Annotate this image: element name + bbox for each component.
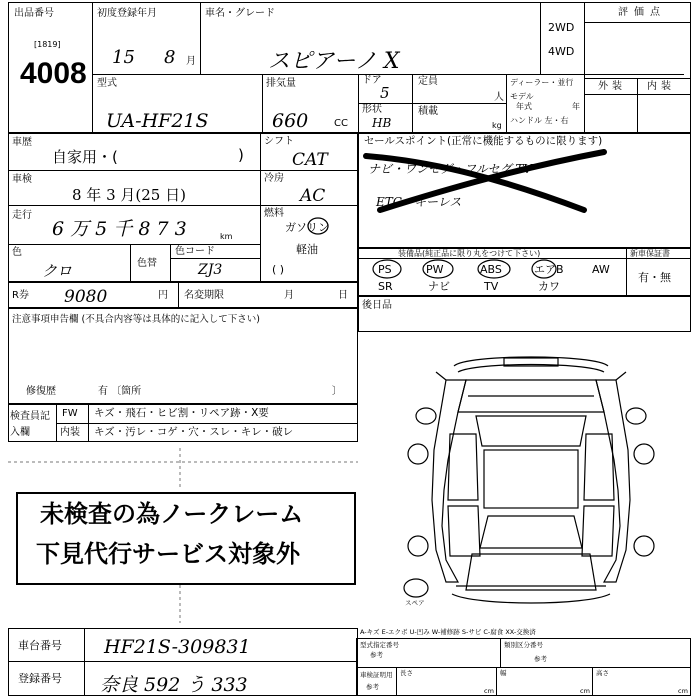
ac-value: AC [300, 186, 326, 206]
new-car-label: 新車保証書 [630, 249, 670, 258]
divider [584, 22, 691, 23]
repair-label: 修復歴 [26, 386, 56, 397]
divider [626, 248, 627, 296]
legend: A-キズ E-エクボ U-凹み W-補修跡 S-サビ C-腐食 XX-交換済 [360, 628, 536, 636]
car-name-value: スピアーノ X [268, 49, 400, 74]
divider [356, 667, 691, 668]
divider [592, 667, 593, 696]
chassis-label: 車台番号 [18, 639, 62, 652]
name-change-month: 月 [284, 290, 294, 301]
load-label: 積載 [418, 106, 438, 117]
car-diagram [396, 350, 666, 612]
new-car-value: 有・無 [638, 271, 671, 284]
equip-leather: カワ [538, 280, 560, 293]
length-label: 長さ [400, 669, 413, 677]
fixed-ref: 参考 [370, 651, 383, 659]
equip-airbag: エアB [534, 263, 564, 276]
shape-label: 形状 [362, 104, 382, 115]
height-label: 高さ [596, 669, 609, 677]
equip-pw: PW [426, 263, 444, 276]
sales-crossout [360, 148, 620, 218]
history-label: 車歴 [12, 137, 32, 148]
int-label: 内装 [60, 427, 80, 438]
divider [130, 244, 131, 282]
dashed-guides [8, 448, 358, 488]
first-reg-year: 15 [112, 47, 135, 68]
length-unit: cm [484, 687, 494, 695]
width-label: 幅 [500, 669, 507, 677]
fuel-gas: ガソリン [285, 221, 329, 234]
equipment-label: 装備品(純正品に限り丸をつけて下さい) [398, 249, 541, 258]
divider [637, 78, 638, 133]
spare-label: スペア [405, 599, 425, 607]
year-label: 年式 [516, 102, 532, 111]
voucher-value: 9080 [64, 287, 108, 307]
voucher-row [8, 282, 358, 308]
color-code-value: ZJ3 [198, 262, 223, 278]
reg-label: 登録番号 [18, 672, 62, 685]
fuel-other: ( ) [272, 263, 285, 276]
divider [92, 2, 93, 133]
divider [56, 423, 358, 424]
later-label: 後日品 [362, 300, 392, 311]
equip-aw: AW [592, 263, 610, 276]
handle-label: ハンドル 左・右 [510, 116, 569, 125]
notes-label: 注意事項申告欄 (不具合内容等は具体的に記入して下さい) [12, 314, 260, 325]
history-value: 自家用・( [52, 148, 118, 166]
notice-line2: 下見代行サービス対象外 [36, 541, 300, 568]
color-change-label: 色替 [137, 258, 157, 269]
load-unit: kg [492, 121, 502, 130]
category-ref: 参考 [534, 655, 547, 663]
equipment-circles [368, 258, 568, 282]
first-reg-month-unit: 月 [186, 56, 196, 67]
divider [500, 638, 501, 667]
fw-label: FW [62, 408, 78, 419]
divider [200, 2, 201, 74]
inspector-label: 検査員記入欄 [10, 411, 50, 438]
shift-value: CAT [292, 150, 328, 170]
first-reg-month: 8 [164, 47, 176, 68]
drive-2wd: 2WD [548, 21, 575, 34]
repair-value: 有 〔箇所 [98, 386, 142, 397]
width-unit: cm [580, 687, 590, 695]
drive-4wd: 4WD [548, 45, 575, 58]
divider [506, 74, 507, 133]
reg-value: 奈良 592 う 333 [100, 674, 248, 696]
sales-line1: ナビ・ワンセグ・フルセグ TV [368, 162, 533, 176]
capacity-label: 定員 [418, 76, 438, 87]
sales-line2: ETC・キーレス [376, 195, 462, 209]
divider [8, 170, 358, 171]
equip-tv: TV [484, 280, 499, 293]
divider [540, 2, 541, 74]
divider [396, 667, 397, 696]
lot-label: 出品番号 [14, 8, 54, 19]
lot-code: [1819] [34, 40, 61, 49]
divider [178, 282, 179, 308]
model-label: 型式 [97, 78, 117, 89]
color-label: 色 [12, 247, 22, 258]
fuel-gas-circle [306, 216, 330, 236]
divider [170, 258, 260, 259]
color-value: クロ [42, 262, 73, 280]
later-block [358, 296, 691, 332]
car-name-label: 車名・グレード [205, 8, 275, 19]
inspection-label: 車検 [12, 174, 32, 185]
divider [84, 628, 85, 696]
equip-sr: SR [378, 280, 393, 293]
displacement-unit: CC [334, 118, 348, 129]
notice-line1: 未検査の為ノークレーム [40, 501, 304, 528]
eval-label: 評価点 [618, 7, 666, 18]
dashed-guides-lower [8, 585, 358, 625]
divider [8, 661, 358, 662]
repair-close: 〕 [332, 386, 342, 397]
exterior-label: 外装 [598, 81, 626, 92]
mileage-label: 走行 [12, 210, 32, 221]
fw-items: キズ・飛石・ヒビ割・リペア跡・X要 [94, 407, 269, 419]
chassis-value: HF21S-309831 [104, 636, 251, 658]
first-reg-label: 初度登録年月 [97, 8, 157, 19]
shift-label: シフト [264, 136, 294, 147]
fuel-diesel: 軽油 [296, 243, 318, 256]
cert-label: 車検証明用 [360, 671, 393, 679]
model-value: UA-HF21S [106, 110, 209, 132]
divider [262, 74, 263, 133]
fixed-label: 型式指定番号 [360, 641, 399, 649]
mileage-value: 6 万 5 千 8 7 3 [52, 218, 187, 240]
year-unit: 年 [572, 102, 580, 111]
divider [8, 244, 260, 245]
divider [170, 244, 171, 282]
ac-label: 冷房 [264, 173, 284, 184]
dealer-label: ディーラー・並行 [510, 78, 574, 87]
divider [496, 667, 497, 696]
equip-abs: ABS [480, 263, 502, 276]
equip-ps: PS [378, 263, 392, 276]
int-items: キズ・汚レ・コゲ・穴・スレ・キレ・破レ [94, 426, 294, 438]
history-close: ) [238, 146, 244, 164]
door-label: ドア [362, 75, 382, 86]
interior-label: 内装 [647, 81, 675, 92]
fuel-label: 燃料 [264, 208, 284, 219]
name-change-day: 日 [338, 290, 348, 301]
color-code-label: 色コード [175, 246, 215, 257]
height-unit: cm [678, 687, 688, 695]
shape-value: HB [372, 116, 392, 130]
equip-navi: ナビ [428, 280, 450, 293]
yen-unit: 円 [158, 290, 168, 301]
category-label: 類別区分番号 [504, 641, 543, 649]
displacement-value: 660 [272, 110, 309, 132]
capacity-unit: 人 [494, 92, 504, 103]
displacement-label: 排気量 [266, 78, 296, 89]
sales-label: セールスポイント(正常に機能するものに限ります) [364, 135, 603, 147]
divider [260, 133, 261, 282]
model-year-label: モデル [510, 92, 534, 101]
lot-number: 4008 [20, 57, 87, 90]
inspection-value: 8 年 3 月(25 日) [72, 186, 186, 204]
cert-ref: 参考 [366, 683, 379, 691]
door-value: 5 [380, 84, 390, 102]
name-change-label: 名変期限 [184, 290, 224, 301]
voucher-label: R券 [12, 290, 29, 301]
mileage-unit: km [220, 232, 233, 241]
